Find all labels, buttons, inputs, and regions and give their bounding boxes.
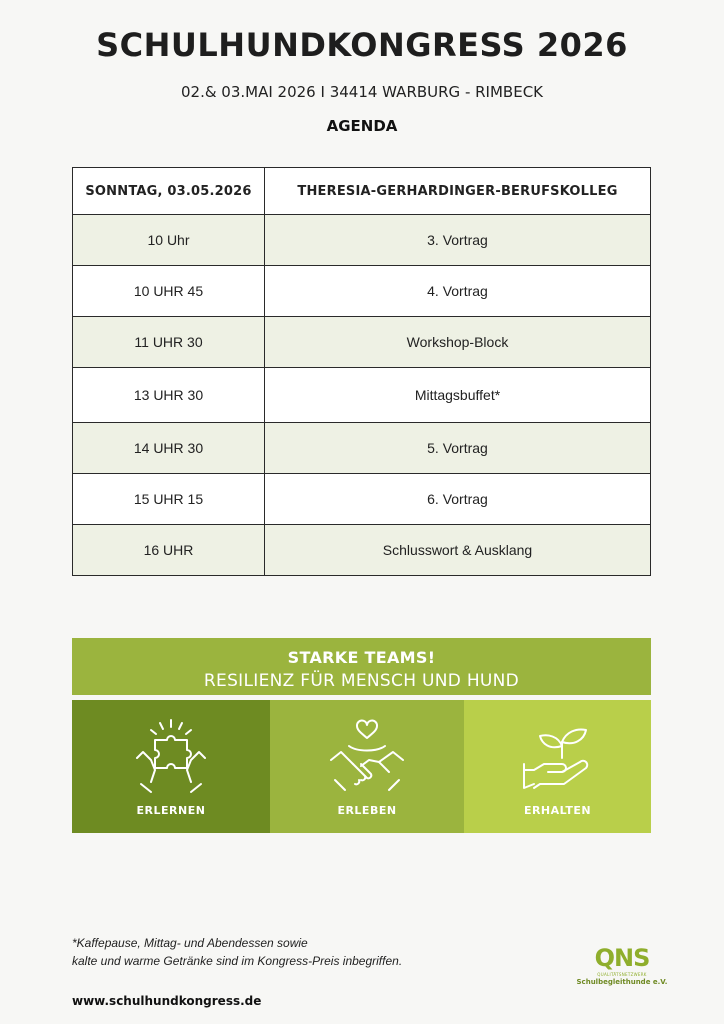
banner-headline: STARKE TEAMS! bbox=[287, 648, 436, 667]
row-item: Workshop-Block bbox=[265, 317, 651, 368]
row-time: 16 UHR bbox=[73, 525, 265, 576]
row-item: 4. Vortrag bbox=[265, 266, 651, 317]
table-header-row bbox=[73, 168, 651, 215]
table-row bbox=[73, 266, 651, 317]
card-erhalten bbox=[464, 700, 651, 833]
agenda-table bbox=[72, 167, 651, 576]
website-link[interactable]: www.schulhundkongress.de bbox=[72, 994, 262, 1008]
table-row bbox=[73, 423, 651, 474]
table-row bbox=[73, 317, 651, 368]
row-item: Schlusswort & Ausklang bbox=[265, 525, 651, 576]
table-row bbox=[73, 474, 651, 525]
table-row bbox=[73, 215, 651, 266]
qns-logo bbox=[572, 944, 672, 986]
card-label: ERHALTEN bbox=[523, 804, 592, 817]
row-time: 15 UHR 15 bbox=[73, 474, 265, 525]
theme-cards bbox=[72, 700, 651, 833]
hands-puzzle-icon bbox=[129, 714, 213, 798]
row-item: 5. Vortrag bbox=[265, 423, 651, 474]
theme-banner bbox=[72, 638, 651, 695]
footnote-line: *Kaffepause, Mittag- und Abendessen sowie bbox=[72, 936, 308, 950]
logo-tagline: QUALITÄTSNETZWERK bbox=[597, 972, 647, 977]
logo-org: Schulbegleithunde e.V. bbox=[576, 978, 668, 986]
card-label: ERLEBEN bbox=[337, 804, 397, 817]
row-time: 10 Uhr bbox=[73, 215, 265, 266]
event-date-location: 02.& 03.MAI 2026 I 34414 WARBURG - RIMBECK bbox=[180, 83, 543, 101]
row-time: 10 UHR 45 bbox=[73, 266, 265, 317]
row-time: 11 UHR 30 bbox=[73, 317, 265, 368]
row-item: 6. Vortrag bbox=[265, 474, 651, 525]
handshake-heart-icon bbox=[325, 714, 409, 798]
row-item: Mittagsbuffet* bbox=[265, 368, 651, 423]
row-time: 13 UHR 30 bbox=[73, 368, 265, 423]
column-header-day: SONNTAG, 03.05.2026 bbox=[73, 168, 265, 215]
logo-mark: QNS bbox=[594, 944, 650, 972]
card-erlernen bbox=[72, 700, 270, 833]
table-row bbox=[73, 368, 651, 423]
table-row bbox=[73, 525, 651, 576]
card-erleben bbox=[270, 700, 464, 833]
footnote-line: kalte und warme Getränke sind im Kongress-Preis inbegriffen. bbox=[72, 954, 403, 968]
column-header-venue: THERESIA-GERHARDINGER-BERUFSKOLLEG bbox=[265, 168, 651, 215]
banner-subline: RESILIENZ FÜR MENSCH UND HUND bbox=[203, 671, 520, 691]
hand-plant-icon bbox=[516, 714, 600, 798]
card-label: ERLERNEN bbox=[136, 804, 206, 817]
footnote bbox=[72, 934, 402, 970]
row-time: 14 UHR 30 bbox=[73, 423, 265, 474]
row-item: 3. Vortrag bbox=[265, 215, 651, 266]
agenda-heading: AGENDA bbox=[326, 117, 398, 135]
page-title: SCHULHUNDKONGRESS 2026 bbox=[96, 26, 628, 64]
